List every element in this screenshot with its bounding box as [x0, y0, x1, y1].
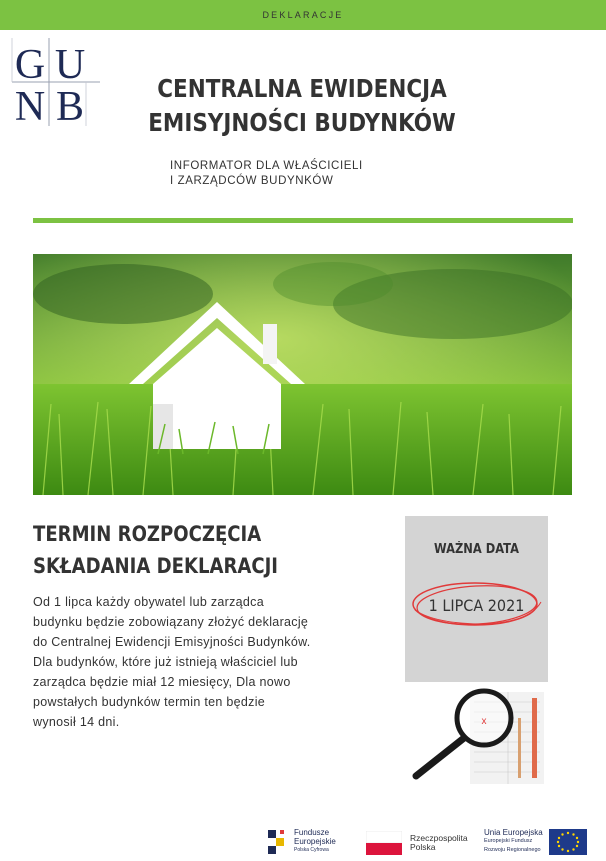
rzeczpospolita-polska-logo [366, 831, 468, 855]
rp-line-1: Rzeczpospolita [410, 833, 468, 843]
body-line: wynosił 14 dni. [33, 715, 120, 729]
rp-line-2: Polska [410, 842, 436, 852]
fe-line-2: Europejskie [294, 837, 336, 846]
ue-line-3: Rozwoju Regionalnego [484, 847, 541, 853]
body-line: do Centralnej Ewidencji Emisyjności Budynków. [33, 635, 311, 649]
ue-line-2: Europejski Fundusz [484, 838, 533, 844]
body-line: Dla budynków, które już istnieją właściciel lub [33, 655, 298, 669]
svg-text:x: x [481, 716, 487, 727]
body-line: zarządca będzie miał 12 miesięcy, Dla nowo [33, 675, 291, 689]
section-title-line-2: SKŁADANIA DEKLARACJI [33, 554, 279, 578]
fundusze-europejskie-logo [268, 828, 336, 855]
logo-letter-u: U [54, 42, 86, 88]
body-line: powstałych budynków termin ten będzie [33, 695, 266, 709]
polish-flag-icon [366, 831, 402, 855]
ue-line-1: Unia Europejska [484, 828, 543, 837]
section-title-line-1: TERMIN ROZPOCZĘCIA [33, 522, 262, 546]
title-line-2: EMISYJNOŚCI BUDYNKÓW [148, 108, 456, 137]
section-title [33, 518, 317, 582]
title-line-1: CENTRALNA EWIDENCJA [157, 74, 447, 103]
subtitle-line-1: INFORMATOR DLA WŁAŚCICIELI [170, 160, 363, 172]
important-date-value: 1 LIPCA 2021 [428, 596, 525, 615]
important-date-box [405, 516, 548, 682]
logo-letter-g: G [14, 42, 46, 88]
header-tag: DEKLARACJE [262, 10, 344, 20]
page-subtitle [170, 159, 363, 189]
footer-logos [0, 822, 606, 861]
body-line: budynku będzie zobowiązany złożyć deklarację [33, 615, 309, 629]
eu-flag-icon [549, 829, 587, 855]
section-body [33, 592, 363, 732]
unia-europejska-logo [484, 828, 587, 855]
gunb-logo [8, 36, 104, 128]
magnifying-glass-icon [408, 688, 548, 784]
subtitle-line-2: I ZARZĄDCÓW BUDYNKÓW [170, 175, 334, 187]
important-date-label: WAŻNA DATA [434, 542, 519, 557]
fe-line-3: Polska Cyfrowa [294, 847, 329, 853]
top-banner [0, 0, 606, 30]
logo-letter-n: N [14, 84, 46, 128]
hero-image [33, 254, 572, 495]
page-title [139, 72, 466, 140]
logo-letter-b: B [55, 84, 85, 128]
fe-icon [268, 830, 288, 854]
body-line: Od 1 lipca każdy obywatel lub zarządca [33, 595, 264, 609]
divider [33, 218, 573, 223]
fe-line-1: Fundusze [294, 828, 330, 837]
